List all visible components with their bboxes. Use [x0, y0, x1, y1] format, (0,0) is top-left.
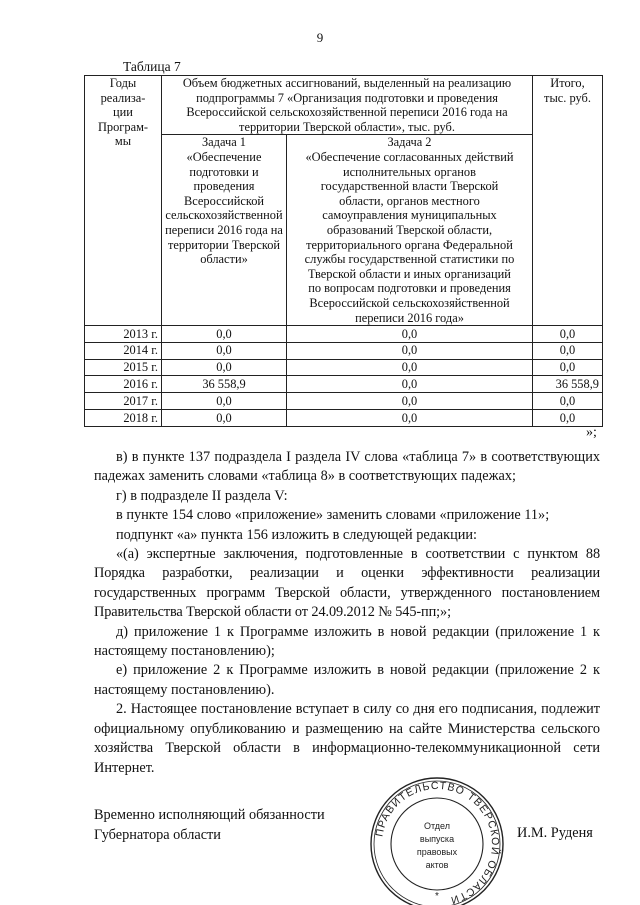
table-closing-quote: »; [586, 425, 597, 440]
paragraph-a-quote: «(а) экспертные заключения, подготовленные в соответствии с пунктом 88 Порядка разработки, реализации и оценки эффективности реализации государственных программ Тверской области, утвержденного постановлением Правительства Тверской области от 24.09.2012 № 545-пп;»; [94, 546, 600, 621]
cell-total: 0,0 [533, 342, 603, 359]
paragraph-d: д) приложение 1 к Программе изложить в новой редакции (приложение 1 к настоящему постановлению); [94, 623, 600, 660]
budget-table [84, 75, 603, 427]
cell-total: 36 558,9 [533, 376, 603, 393]
cell-year: 2016 г. [85, 376, 162, 393]
cell-task-1: 0,0 [162, 410, 287, 427]
stamp-center-line-3: правовых [416, 847, 458, 857]
official-stamp [368, 775, 506, 905]
header-years: Годы реализа- ции Програм- мы [85, 76, 162, 326]
paragraph-e: е) приложение 2 к Программе изложить в новой редакции (приложение 2 к настоящему постановлению). [94, 662, 600, 698]
table-row [85, 342, 603, 359]
stamp-center-line-2: выпуска [419, 834, 455, 844]
table-row [85, 359, 603, 376]
table-row [85, 326, 603, 343]
cell-task-2: 0,0 [287, 326, 533, 343]
document-body [94, 448, 600, 778]
cell-year: 2014 г. [85, 342, 162, 359]
cell-total: 0,0 [533, 393, 603, 410]
header-task-1: Задача 1 «Обеспечение подготовки и проведения Всероссийской сельскохозяйственной переписи 2016 года на территории Тверской области» [162, 135, 287, 326]
cell-total: 0,0 [533, 359, 603, 376]
cell-task-2: 0,0 [287, 359, 533, 376]
page-number: 9 [316, 30, 324, 45]
cell-task-2: 0,0 [287, 342, 533, 359]
stamp-ring-text: ПРАВИТЕЛЬСТВО ТВЕРСКОЙ ОБЛАСТИ [373, 779, 502, 905]
cell-year: 2013 г. [85, 326, 162, 343]
cell-total: 0,0 [533, 326, 603, 343]
paragraph-g: г) в подразделе II раздела V: [116, 487, 288, 504]
cell-task-1: 0,0 [162, 342, 287, 359]
header-task-2: Задача 2 «Обеспечение согласованных действий исполнительных органов государственной власти Тверской области, органов местного самоуправления муниципальных образований Тверской области, территориального органа Федеральной службы государственной статистики по Тверской области и иных организаций по вопросам подготовки и проведения Всероссийской сельскохозяйственной переписи 2016 года» [287, 135, 533, 326]
cell-task-2: 0,0 [287, 410, 533, 427]
signatory-position-line-1: Временно исполняющий обязанности [94, 807, 325, 823]
table-row [85, 410, 603, 427]
cell-task-1: 36 558,9 [162, 376, 287, 393]
signatory-position [94, 806, 325, 845]
paragraph-v: в) в пункте 137 подраздела I раздела IV слова «таблица 7» в соответствующих падежах заменить словами «таблица 8» в соответствующих падежах; [94, 449, 600, 485]
header-total: Итого, тыс. руб. [533, 76, 603, 326]
table-caption: Таблица 7 [123, 59, 181, 74]
cell-task-1: 0,0 [162, 393, 287, 410]
cell-task-1: 0,0 [162, 326, 287, 343]
cell-task-2: 0,0 [287, 376, 533, 393]
cell-year: 2015 г. [85, 359, 162, 376]
signatory-name: И.М. Руденя [517, 825, 593, 841]
cell-task-1: 0,0 [162, 359, 287, 376]
stamp-center-line-1: Отдел [423, 821, 451, 831]
signatory-position-line-2: Губернатора области [94, 826, 221, 843]
table-row [85, 376, 603, 393]
cell-year: 2018 г. [85, 410, 162, 427]
header-main: Объем бюджетных ассигнований, выделенный на реализацию подпрограммы 7 «Организация подготовки и проведения Всероссийской сельскохозяйственной переписи 2016 года на территории Тверской области», тыс. руб. [162, 76, 533, 135]
paragraph-2: 2. Настоящее постановление вступает в силу со дня его подписания, подлежит официальному опубликованию и размещению на сайте Министерства сельского хозяйства Тверской области в информационно-телекоммуникационной сети Интернет. [94, 701, 600, 776]
table-row [85, 393, 603, 410]
paragraph-156: подпункт «а» пункта 156 изложить в следующей редакции: [116, 526, 478, 543]
cell-total: 0,0 [533, 410, 603, 427]
cell-year: 2017 г. [85, 393, 162, 410]
cell-task-2: 0,0 [287, 393, 533, 410]
stamp-star: * [435, 891, 439, 902]
stamp-center-line-4: актов [425, 860, 449, 870]
paragraph-154: в пункте 154 слово «приложение» заменить словами «приложение 11»; [116, 507, 550, 524]
